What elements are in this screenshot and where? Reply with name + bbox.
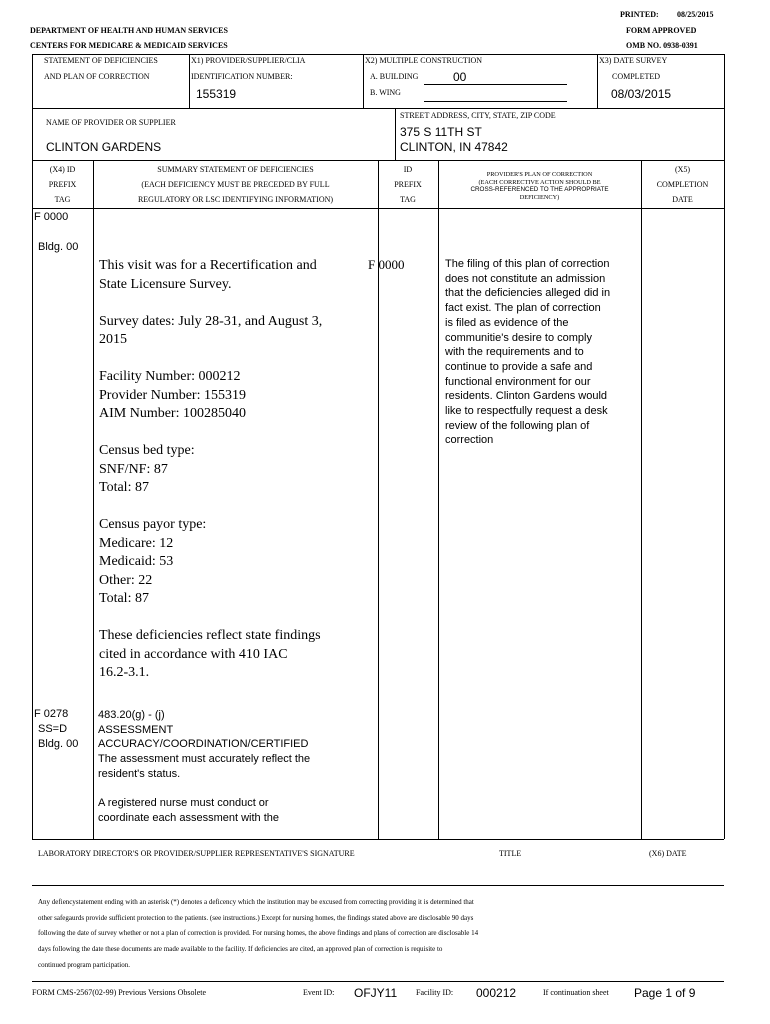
x3-label: X3) DATE SURVEY [599, 56, 668, 65]
printed-label: PRINTED: [620, 10, 659, 19]
facility-id-value: 000212 [476, 986, 517, 1000]
plan-line: that the deficiencies alleged did in [445, 287, 611, 300]
completion-label: COMPLETION [656, 180, 709, 189]
summary-line: cited in accordance with 410 IAC [99, 646, 288, 662]
summary-line: AIM Number: 100285040 [99, 406, 246, 421]
id-label: ID [403, 165, 413, 174]
completed-label: COMPLETED [612, 72, 660, 81]
summary-line: Total: 87 [99, 480, 149, 495]
signature-label: LABORATORY DIRECTOR'S OR PROVIDER/SUPPLIER REPRESENTATIVE'S SIGNATURE [38, 849, 355, 858]
summary-line [99, 609, 322, 628]
department-title: DEPARTMENT OF HEALTH AND HUMAN SERVICES [30, 26, 228, 35]
summary-block-2 [98, 708, 310, 826]
summary-line: Survey dates: July 28-31, and August 3, [99, 313, 323, 329]
summary-subheading1: (EACH DEFICIENCY MUST BE PRECEDED BY FULL [141, 180, 330, 189]
plan-line: review of the following plan of [445, 419, 590, 432]
plan-line: The filing of this plan of correction [445, 258, 610, 270]
summary-line: State Licensure Survey. [99, 276, 232, 292]
summary-block-1 [99, 257, 322, 683]
summary-line: Other: 22 [99, 572, 153, 588]
plan-of-correction-label: AND PLAN OF CORRECTION [44, 72, 150, 81]
summary-line: ACCURACY/COORDINATION/CERTIFIED [98, 738, 309, 751]
summary-line: This visit was for a Recertification and [99, 258, 317, 273]
title-label: TITLE [499, 849, 522, 858]
summary-line: resident's status. [98, 767, 181, 780]
tag-label: TAG [400, 195, 416, 204]
severity-scope: SS=D [38, 723, 68, 735]
plan-line: fact exist. The plan of correction [445, 302, 601, 315]
survey-date-value: 08/03/2015 [611, 87, 672, 101]
summary-line: A registered nurse must conduct or [98, 797, 269, 810]
disclaimer-line: following the date of survey whether or not a plan of correction is provided. For nursing homes, the above findings and plans of correction are disclosable 14 [38, 929, 479, 938]
provider-id-value: 155319 [196, 87, 237, 101]
plan-line: communitie's desire to comply [445, 331, 592, 344]
summary-line: Medicaid: 53 [99, 554, 174, 569]
summary-line: 483.20(g) - (j) [98, 709, 165, 721]
summary-heading: SUMMARY STATEMENT OF DEFICIENCIES [157, 165, 314, 174]
disclaimer-line: Any defiencystatement ending with an asterisk (*) denotes a deficency which the institution may be excused from correcting providing it is determined that [38, 898, 474, 906]
x6-date-label: (X6) DATE [649, 849, 687, 858]
summary-line: SNF/NF: 87 [99, 461, 168, 477]
address-label: STREET ADDRESS, CITY, STATE, ZIP CODE [400, 111, 556, 120]
summary-line [99, 424, 322, 443]
summary-line: Census bed type: [99, 443, 195, 458]
summary-line: Medicare: 12 [99, 535, 174, 551]
disclaimer [38, 895, 478, 974]
disclaimer-line: continued program participation. [38, 960, 130, 969]
summary-line: 2015 [99, 332, 127, 347]
tag-f0000: F 0000 [34, 211, 69, 223]
plan-block-1 [445, 257, 610, 448]
summary-line: Census payor type: [99, 517, 207, 532]
provider-name-label: NAME OF PROVIDER OR SUPPLIER [46, 118, 176, 127]
identification-label: IDENTIFICATION NUMBER: [191, 72, 293, 81]
page-number: Page 1 of 9 [634, 986, 696, 1000]
continuation-label: If continuation sheet [543, 988, 609, 997]
summary-line [98, 782, 310, 797]
wing-label: B. WING [370, 88, 401, 97]
plan-subheading1: (EACH CORRECTIVE ACTION SHOULD BE [478, 179, 601, 186]
summary-subheading2: REGULATORY OR LSC IDENTIFYING INFORMATION) [137, 195, 334, 204]
plan-tag-f0000: F 0000 [368, 257, 405, 272]
summary-line [99, 498, 322, 517]
plan-line: continue to provide a safe and [445, 360, 593, 373]
bldg-label-1: Bldg. 00 [38, 241, 79, 253]
building-label: A. BUILDING [370, 72, 419, 81]
plan-subheading3: DEFICIENCY) [519, 194, 560, 201]
disclaimer-line: days following the date these documents are made available to the facility. If deficiencies are cited, an approved plan of correction is requisite to [38, 945, 443, 954]
summary-line: Total: 87 [99, 591, 149, 606]
facility-id-label: Facility ID: [416, 988, 454, 997]
x1-label: X1) PROVIDER/SUPPLIER/CLIA [191, 56, 306, 65]
event-id-value: OFJY11 [354, 986, 398, 1000]
x4-prefix-label: PREFIX [48, 180, 77, 189]
disclaimer-line: other safegaurds provide sufficient protection to the patients. (see instructions.) Except for nursing homes, the findings stated above are disclosable 90 days [38, 913, 474, 922]
omb-number: OMB NO. 0938-0391 [626, 41, 698, 50]
building-value: 00 [453, 70, 467, 84]
form-approved: FORM APPROVED [626, 26, 697, 35]
plan-line: functional environment for our [445, 375, 591, 388]
plan-line: correction [445, 434, 494, 447]
form-number: FORM CMS-2567(02-99) Previous Versions Obsolete [32, 988, 207, 997]
prefix-label: PREFIX [394, 180, 422, 189]
plan-heading: PROVIDER'S PLAN OF CORRECTION [486, 171, 593, 178]
x5-label: (X5) [674, 165, 691, 174]
summary-line: Provider Number: 155319 [99, 387, 246, 403]
event-id-label: Event ID: [303, 988, 335, 997]
printed-date: 08/25/2015 [677, 10, 714, 19]
plan-subheading2: CROSS-REFERENCED TO THE APPROPRIATE [470, 186, 609, 193]
summary-line: These deficiencies reflect state findings [99, 628, 321, 643]
plan-line: residents. Clinton Gardens would [445, 390, 608, 403]
plan-line: is filed as evidence of the [445, 316, 569, 329]
plan-line: does not constitute an admission [445, 272, 606, 285]
plan-line: like to respectfully request a desk [445, 405, 608, 418]
tag-f0278: F 0278 [34, 708, 69, 720]
summary-line: The assessment must accurately reflect the [98, 753, 311, 766]
address-line1: 375 S 11TH ST [400, 125, 482, 139]
summary-line: 16.2-3.1. [99, 665, 150, 680]
statement-label: STATEMENT OF DEFICIENCIES [44, 56, 158, 65]
x4-id-label: (X4) ID [49, 165, 76, 174]
centers-title: CENTERS FOR MEDICARE & MEDICAID SERVICES [30, 41, 228, 50]
summary-line [99, 294, 322, 313]
summary-line [99, 350, 322, 369]
bldg-label-2: Bldg. 00 [38, 738, 79, 750]
summary-line: ASSESSMENT [98, 723, 174, 736]
address-line2: CLINTON, IN 47842 [400, 140, 508, 154]
provider-name-value: CLINTON GARDENS [46, 140, 162, 154]
date-label: DATE [672, 195, 693, 204]
x2-label: X2) MULTIPLE CONSTRUCTION [365, 56, 483, 65]
x4-tag-label: TAG [54, 195, 71, 204]
plan-line: with the requirements and to [445, 346, 584, 359]
summary-line: coordinate each assessment with the [98, 811, 279, 824]
summary-line: Facility Number: 000212 [99, 369, 241, 384]
